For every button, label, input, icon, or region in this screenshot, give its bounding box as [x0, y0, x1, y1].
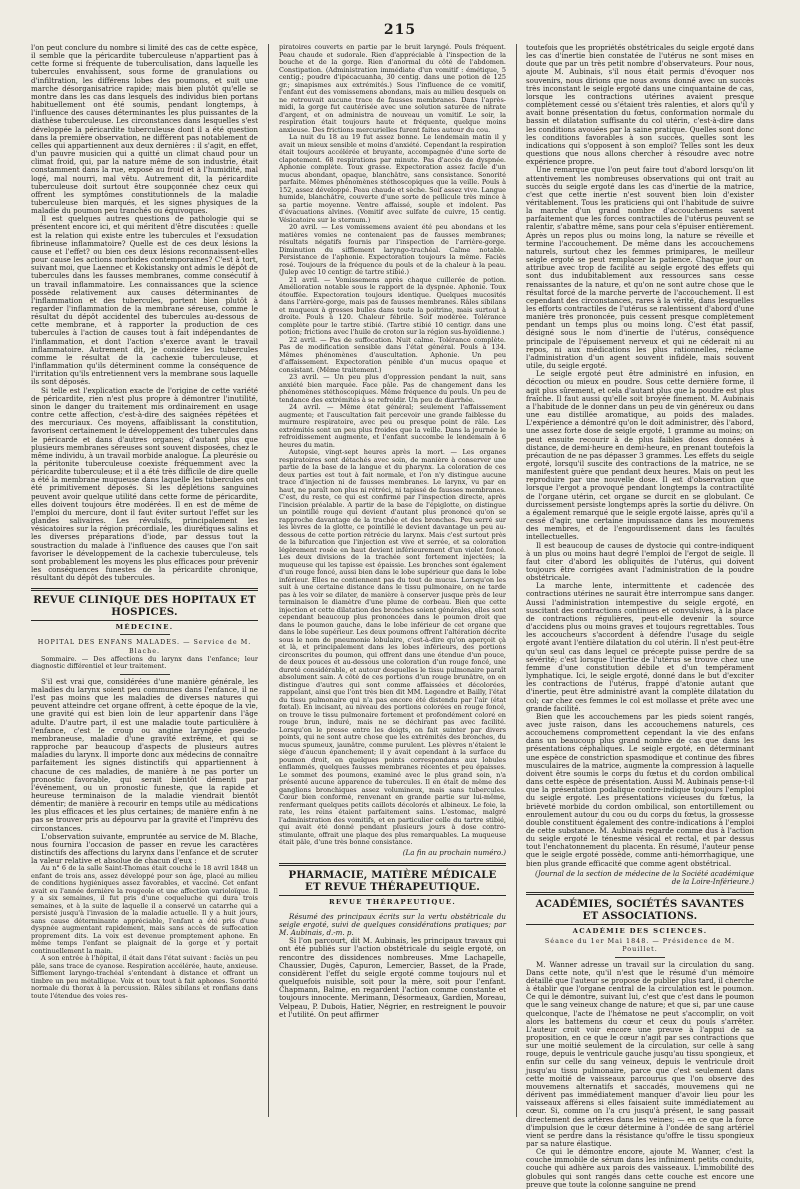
- article-heading: Résumé des principaux écrits sur la vertu obstétricale du seigle ergoté, suivi de quelques considérations pratiques; par M. Aubinais, d.-m. p.: [279, 911, 506, 938]
- continued-note: (La fin au prochain numéro.): [402, 847, 506, 857]
- paragraph: Le seigle ergoté peut être administré en infusion, en décoction ou mieux en poudre. Sous cette dernière forme, il agit plus sûrement, et cela d'autant plus que la poudre est plus fraîche. Il faut aussi qu'elle soit broyée finement. M. Aubinais a l'habitude de le donner dans un peu de vin généreux ou dans une eau distillée aromatique, au poids des malades. L'expérience a démontré qu'on le doit administrer, dès l'abord, une assez forte dose de seigle ergoté, 1 gramme au moins; on peut ensuite recourir à de plus faibles doses données à distance, de demi-heure en demi-heure, en prenant toutefois la précaution de ne pas dépasser 3 grammes. Les effets du seigle ergoté, lorsqu'il suscite des contractions de la matrice, ne se manifestent guère que pendant deux heures. Mais on peut les reproduire par une nouvelle dose. Il est d'observation que lorsque l'ergot a provoqué pendant longtemps la contractilité de l'organe utérin, cet organe se durcit en se globulant. Ce durcissement persiste longtemps après la sortie du délivre. On a également remarqué que le seigle ergoté laisse, après qu'il a cessé d'agir, une certaine impuissance dans les mouvemens des membres, et de l'engourdissement dans les facultés intellectuelles.: [526, 369, 754, 542]
- paragraph: Une remarque que l'on peut faire tout d'abord lorsqu'on lit attentivement les nombreuses observations qui ont trait au succès du seigle ergoté dans les cas d'inertie de la matrice, c'est que cette inertie n'est souvent bien loin d'exister véritablement. Tous les praticiens qui ont l'habitude de suivre la marche d'un grand nombre d'accouchemens savent parfaitement que les forces contractiles de l'utérus peuvent se ralentir, s'abattre même, sans pour cela s'épuiser entièrement. Après un repos plus ou moins long, la nature se réveille et termine l'accouchement. De même dans les accouchemens naturels, surtout chez les femmes primipares, le meilleur seigle ergoté se peut remplacer la patience. Chaque jour on attribue avec trop de facilité au seigle ergoté des effets qui sont dus indubitablement aux ressources sans cesse renaissantes de la nature, et qu'on ne sont autre chose que le résultat forcé de la marche perverte de l'accouchement. Il est cependant des circonstances, rares à la vérité, dans lesquelles les efforts contractiles de l'utérus se ralentissent d'abord d'une manière très prononcée, puis cessent presque complètement pendant un temps plus ou moins long. C'est état passif, désigné sous le nom d'inertie de l'utérus, conséquence principale de l'épuisement nerveux et qui ne céderait ni au repos, ni aux médications les plus rationnelles, réclame l'administration d'un agent souvent infidèle, mais souvent utile, du seigle ergoté.: [526, 165, 754, 371]
- paragraph: Il est beaucoup de causes de dystocie qui contre-indiquent à un plus ou moins haut degré l'emploi de l'ergot de seigle. Il faut citer d'abord les obliquités de l'utérus, qui doivent toujours être corrigées avant l'administration de la poudre obstétricale.: [526, 540, 754, 583]
- section-title-clinique: REVUE CLINIQUE DES HOPITAUX ET HOSPICES.: [31, 588, 258, 621]
- case-paragraph: Au n° 6 de la salle Saint-Thomas était couché le 18 avril 1848 un enfant de trois ans, assez développé pour son âge, placé au milieu de conditions hygiéniques assez favorables, et vacciné. Cet enfant avait eu l'année dernière la rougeole et une affection varioloïque. Il y a six semaines, il fut pris d'une coqueluche qui dura trois semaines, et à la suite de laquelle il a conservé un catarrhe qui a persisté jusqu'à l'invasion de la maladie actuelle. Il y a huit jours, sans cause déterminante appréciable, l'enfant a été pris d'une dyspnée augmentant rapidement, mais sans accès de suffocation proprement dits. La voix est devenue promptement aphone. En même temps l'enfant se plaignait de la gorge et y portait continuellement la main.: [31, 864, 258, 955]
- section-subtitle: ACADÉMIE DES SCIENCES.: [572, 927, 708, 936]
- case-paragraph: 22 avril. — Pas de suffocation. Nuit calme. Tolérance complète. Pas de modification sensible dans l'état général. Pouls à 134. Mêmes phénomènes d'auscultation. Aphonie. Un peu d'affaissement. Expectoration pénible d'un mucus opaque et consistant. (Même traitement.): [279, 335, 506, 374]
- column-right: [526, 43, 754, 1189]
- case-paragraph: 21 avril. — Vomissemens après chaque cuillerée de potion. Amélioration notable sous le rapport de la dyspnée. Aphonie. Toux étouffée. Expectoration toujours identique. Quelques mucosités dans l'arrière-gorge, mais pas de fausses membranes. Râles sibilans et muqueux à grosses bulles dans toute la poitrine, mais surtout à droite. Pouls à 120. Chaleur fébrile. Soif modérée. Tolérance complète pour le tartre stibié. (Tartre stibié 10 centigr. dans une potion; frictions avec l'huile de croton sur la région sus-hyoïdienne.): [279, 275, 506, 336]
- column-middle: [279, 44, 506, 1119]
- column-left: [31, 44, 258, 1119]
- paragraph: S'il est vrai que, considérées d'une manière générale, les maladies du larynx soient peu communes dans l'enfance, il ne l'est pas moins que les maladies de diverses natures qui peuvent atteindre cet organe offrent, à cette époque de la vie, une gravité qui est bien loin de leur appartenir dans l'âge adulte. D'autre part, il est une maladie toute particulière à l'enfance, c'est le croup ou angine laryngée pseudo-membraneuse, maladie d'une gravité extrême, et qui se rapproche par beaucoup d'aspects de plusieurs autres maladies du larynx. Il importe donc aux médecins de connaître parfaitement les signes distinctifs qui appartiennent à chacune de ces maladies, de manière à ne pas porter un pronostic favorable, qui serait bientôt démenti par l'événement, ou un pronostic funeste, que la rapide et heureuse terminaison de la maladie viendrait bientôt démentir; de manière à recourir en temps utile au médications les plus efficaces et les plus certaines; de manière enfin à ne pas se trouver pris au dépourvu par la gravité et l'imprévu des circonstances.: [31, 676, 258, 833]
- paragraph: M. Wanner adresse un travail sur la circulation du sang. Dans cette note, qu'il n'est que le résumé d'un mémoire détaillé que l'auteur se propose de publier plus tard, il cherche à établir que l'organe central de la circulation est le poumon. Ce qui le démontre, suivant lui, c'est que c'est dans le poumon que le sang veineux change de nature; et que si, par une cause quelconque, l'acte de l'hématose ne peut s'accomplir, on voit alors les battemens du cœur et ceux du pouls s'arrêter. L'auteur croit voir encore une preuve à l'appui de sa proposition, en ce que le cœur n'agit par ses contractions que sur une moitié seulement de la circulation, sur celle à sang rouge, depuis le ventricule gauche jusqu'au tissu spongieux, et enfin sur celle du sang veineux, depuis le ventricule droit jusqu'au tissu pulmonaire, parce que c'est seulement dans cette moitié de vaisseaux parcourus que l'on observe des mouvemens alternatifs et saccadés, mouvemens qui ne dérivent pas immédiatement manquer d'avoir lieu pour les vaisseaux afférens si elles faisaient suite immédiatement au cœur. Si, comme on l'a cru jusqu'à présent, le sang passait directement des artères dans les veines; — en ce que la force d'impulsion que le cœur détermine à l'ondée de sang artériel vient se perdre dans la résistance qu'offre le tissu spongieux par sa nature élastique.: [526, 959, 754, 1148]
- paragraph: L'observation suivante, empruntée au service de M. Blache, nous fournira l'occasion de passer en revue les caractères distinctifs des affections du larynx dans l'enfance et de scruter la valeur relative et absolue de chacun d'eux :: [31, 831, 258, 866]
- column-divider: [268, 44, 269, 1117]
- case-paragraph: 23 avril. — Un peu plus d'oppression pendant la nuit, sans anxiété bien marquée. Face pâle. Pas de changement dans les phénomènes stéthoscopiques. Même fréquence du pouls. Un peu de tendance des extrémités à se refroidir. Un peu de diarrhée.: [279, 373, 506, 404]
- section-subtitle: MÉDECINE.: [115, 623, 174, 632]
- source-citation: (Journal de la section de médecine de la Société académique de la Loire-Inférieure.): [535, 868, 754, 886]
- paragraph: l'on peut conclure du nombre si limité des cas de cette espèce, il semble que la péricardite tuberculeuse n'appartient pas à cette forme si fréquente de tuberculisation, dans laquelle les tubercules envahissent, sous forme de granulations ou d'infiltration, les différens lobes des poumons, et suit une marche désorganisatrice rapide; mais bien plutôt qu'elle se montre dans les cas dans lesquels des individus bien portans habituellement ont été soumis, pendant longtemps, à l'influence des causes déterminantes les plus puissantes de la diathèse tuberculeuse. Les circonstances dans lesquelles s'est développée la péricardite tuberculeuse dont il a été question dans la première observation, ne diffèrent pas notablement de celles qui appartiennent aux deux dernières : il s'agit, en effet, d'un pauvre musicien qui a quitté un climat chaud pour un climat froid, qui, par la nature même de son industrie, était constamment dans la rue, exposé au froid et à l'humidité, mal logé, mal nourri, mal vêtu. Autrement dit, la péricardite tuberculeuse doit surtout être soupçonnée chez ceux qui offrent les symptômes constitutionnels de la maladie tuberculeuse bien marqués, et les signes physiques de la maladie du poumon peu tranchés ou équivoques.: [31, 43, 258, 216]
- session-line: Séance du 1er Mai 1848. — Présidence de M. Pouillet.: [544, 937, 736, 954]
- divider: [120, 674, 170, 675]
- summary: Sommaire. — Des affections du larynx dans l'enfance; leur diagnostic différentiel et leur traitement.: [31, 654, 258, 671]
- case-paragraph: piratoires couverts en partie par le bruit laryngé. Pouls fréquent. Peau chaude et sudorale. Rien d'appréciable à l'inspection de la bouche et de la gorge. Rien d'anormal du côté de l'abdomen. Constipation. (Administration immédiate d'un vomitif : émétique, 5 centig.; poudre d'ipécacuanha, 30 centig. dans une potion de 125 gr.; sinapismes aux extrémités.) Sous l'influence de ce vomitif, l'enfant eut des vomissemens abondans, mais au milieu desquels on ne retrouvait aucune trace de fausses membranes. Dans l'après-midi, la gorge fut cautérisée avec une solution saturée de nitrate d'argent, et on administra de nouveau un vomitif. Le soir, la respiration était toujours haute et fréquente, quelque moins anxieuse. Des frictions mercurielles furent faites autour du cou.: [279, 43, 506, 134]
- paragraph: Ce qui le démontre encore, ajoute M. Wanner, c'est la couche immobile de sérum dans les infiniment petits conduits, couche qui adhère aux parois des vaisseaux. L'immobilité des globules qui sont rangés dans cette couche est encore une preuve que toute la colonne sanguine ne prend: [526, 1147, 754, 1189]
- section-title-academies: ACADÉMIES, SOCIÉTÉS SAVANTES ET ASSOCIATIONS.: [526, 892, 754, 925]
- column-divider: [516, 44, 517, 1117]
- paragraph: Bien que les accouchemens par les pieds soient rangés, avec juste raison, dans les accouchemens naturels, ces accouchemens compromettent cependant la vie des enfans dans un beaucoup plus grand nombre de cas que dans les présentations céphaliques. Le seigle ergoté, en déterminant une espèce de constriction spasmodique et continue des fibres musculaires de la matrice, augmente la compression à laquelle doivent être soumis le corps du fœtus et du cordon ombilical dans cette espèce de présentation. Aussi M. Aubinais pense-t-il que la présentation podalique contre-indique toujours l'emploi du seigle ergoté. Les présentations vicieuses du fœtus, la brièveté morbide du cordon ombilical, son entortillement ou enroulement autour du cou ou du corps du fœtus, la grossesse double constituent également des contre-indications à l'emploi de cette substance. M. Aubinais regarde comme dus à l'action du seigle ergoté le ténesme vésical et rectal, et par dessus tout l'enchatonnement du placenta. En résumé, l'auteur pense que le seigle ergoté possède, comme anti-hémorrhagique, une bien plus grande efficacité que comme agent obstétrical.: [526, 711, 754, 868]
- hospital-heading: HOPITAL DES ENFANS MALADES. — Service de M. Blache.: [37, 638, 252, 655]
- paragraph: Il est quelques autres questions de pathologie qui se présentent encore ici, et qui méritent d'être discutées : quelle est la relation qui existe entre les tubercules et l'exsudation fibrineuse inflammatoire? Quelle est de ces deux lésions la cause et l'effet? ou bien ces deux lésions reconnaissent-elles pour cause les actions morbides contemporaines? C'est à tort, suivant moi, que Laennec et Kokistansky ont admis le dépôt de tubercules dans les fausses membranes, comme consécutif à un travail inflammatoire. Les connaissances que la science possède relativement aux causes déterminantes de l'inflammation et des tubercules, portent bien plutôt à regarder l'inflammation de la membrane séreuse, comme le résultat du dépôt accidentel des tubercules au-dessous de cette membrane, et à rapporter la production de ces tubercules à l'action de causes tout à fait indépendantes de l'inflammation, et dont l'action s'exerce avant le travail inflammatoire. Autrement dit, je considère les tubercules comme le résultat de la cachexie tuberculeuse, et l'inflammation qu'ils déterminent comme la conséquence de l'irritation qu'ils entretiennent vers la membrane sous laquelle ils sont déposés.: [31, 214, 258, 387]
- paragraph: toutefois que les propriétés obstétricales du seigle ergoté dans les cas d'inertie bien constatée de l'utérus ne sont mises en doute que par un très petit nombre d'observateurs. Pour nous, ajoute M. Aubinais, s'il nous était permis d'évoquer nos souvenirs, nous dirions que nous avons donné avec un succès très inconstant le seigle ergoté dans une cinquantaine de cas, lorsque les contractions utérines avaient presque complètement cessé ou s'étaient très ralenties, et alors qu'il y avait bonne présentation du fœtus, conformation normale du bassin et dilatation suffisante du col utérin, c'est-à-dire dans les conditions avouées par la saine pratique. Quelles sont donc les conditions favorables à son succès, quelles sont les indications qui s'opposent à son emploi? Telles sont les deux questions que nous allons chercher à résoudre avec notre expérience propre.: [526, 43, 754, 167]
- page-number: 215: [383, 22, 417, 38]
- divider: [615, 957, 665, 958]
- case-paragraph: 20 avril. — Les vomissemens avaient été peu abondans et les matières vomies ne contenaient pas de fausses membranes; résultats négatifs fournis par l'inspection de l'arrière-gorge. Diminution du sifflement laryngo-trachéal. Calme notable. Persistance de l'aphonie. Expectoration toujours la même. Faciès rosé. Toujours de la fréquence du pouls et de la chaleur à la peau. (Julep avec 10 centigr. de tartre stibié.): [279, 223, 506, 276]
- section-title-pharmacie: PHARMACIE, MATIÈRE MÉDICALE ET REVUE THÉRAPEUTIQUE.: [279, 863, 506, 896]
- divider: [368, 909, 418, 910]
- autopsy-paragraph: Autopsie, vingt-sept heures après la mort. — Les organes respiratoires sont détachés avec soin, de manière à conserver une partie de la base de la langue et du pharynx. La coloration de ces deux parties est tout à fait normale, et l'on n'y distingue aucune trace d'injection ni de fausses membranes. Le larynx, vu par en haut, ne paraît non plus ni rétréci, ni tapissé de fausses membranes. C'est, du reste, ce qui est confirmé par l'inspection directe, après l'incision préalable. A partir de la base de l'épiglotte, on distingue un pointillé rouge qui devient d'autant plus prononcé qu'on se rapproche davantage de la trachée et des bronches. Peu serré sur les lèvres de la glotte, ce pointillé le devient davantage un peu au-dessous de cette portion rétrécie du larynx. Mais c'est surtout près de la bifurcation que l'injection est vive et serrée, et sa coloration légèrement rosée en haut devient inférieurement d'un violet foncé. Les deux divisions de la trachée sont fortement injectées; la muqueuse qui les tapisse est épaissie. Les bronches sont également d'un rouge foncé, aussi bien dans le lobe supérieur que dans le lobe inférieur. Elles ne contiennent pas du tout de mucus. Lorsqu'on les suit à une certaine distance dans le tissu pulmonaire, on ne tarde pas à les voir se dilater, de manière à conserver jusque près de leur terminaison le diamètre d'une plume de corbeau. Bien que cette injection et cette dilatation des bronches soient générales, elles sont cependant beaucoup plus prononcées dans le poumon droit que dans le poumon gauche, dans le lobe inférieur de cet organe que dans le lobe supérieur. Les deux poumons offrent l'altération décrite sous le nom de pneumonie lobulaire, c'est-à-dire qu'on aperçoit çà et là, et principalement dans les lobes inférieurs, des portions circonscrites du poumon, qui offrent dans une étendue d'un pouce, de deux pouces et au-dessous une coloration d'un rouge foncé, une dureté considérable, et autour desquelles le tissu pulmonaire paraît absolument sain. A côté de ces portions d'un rouge brunâtre, on en distingue d'autres qui sont comme affaissées et décolorées, rappelant, ainsi que l'ont très bien dit MM. Legendre et Bailly, l'état du tissu pulmonaire qui n'a pas encore été distendu par l'air (état fœtal). En incisant, au niveau des portions colorées en rouge foncé, on trouve le tissu pulmonaire fortement et profondément coloré en rouge brun, induré, mais ne se déchirant pas avec facilité. Lorsqu'on le presse entre les doigts, on fait suinter par divers points, qui ne sont autre chose que les extrémités des bronches, du mucus spumeux, jaunâtre, comme purulent. Les plèvres n'étaient le siège d'aucun épanchement; il y avait cependant à la surface du poumon droit, en quelques points correspondans aux lobules enflammés, quelques fausses membranes récentes et peu épaisses. Le sommet des poumons, examiné avec le plus grand soin, n'a présenté aucune apparence de tubercules. Il en était de même des ganglions bronchiques assez volumineux, mais sans tubercules. Cœur bien conformé, renvenant en grande partie sur lui-même, renfermant quelques petits caillots décolorés et albineux. Le foie, la rate, les reins étaient parfaitement sains. L'estomac, malgré l'administration des vomitifs, et en particulier celle du tartre stibié, qui avait été donné pendant plusieurs jours à dose contro-stimulante, offrait une plaque des plus remarquables. La muqueuse était pâle, d'une très bonne consistance.: [279, 448, 506, 846]
- section-subtitle: REVUE THÉRAPEUTIQUE.: [328, 897, 456, 906]
- paragraph: Si l'on parcourt, dit M. Aubinais, les principaux travaux qui ont été publiés sur l'action obstétricale du seigle ergoté, on rencontre des dissidences nombreuses. Mme Lachapelle, Chaussier, Dugès, Capuron, Lemercier, Basset, de la Prade, considèrent l'effet du seigle ergoté comme toujours nul et quelquefois nuisible, soit pour la mère, soit pour l'enfant. Chapmann, Balme, en regardent l'action comme constante et toujours innocente. Merimann, Désormeaux, Gardien, Moreau, Velpeau, P. Dubois, Hatier, Négrier, en restreignent le pouvoir et l'utilité. On peut affirmer: [279, 936, 506, 1019]
- case-paragraph: A son entrée à l'hôpital, il était dans l'état suivant : faciès un peu pâle, sans trace de cyanose. Respiration accélérée, haute, anxieuse. Sifflement laryngo-trachéal s'entendant à distance et offrant un timbre un peu métallique. Voix et toux tout à fait aphones. Sonorité normale du thorax à la percussion. Râles sibilans et ronflans dans toute l'étendue des voies res-: [31, 954, 258, 1000]
- paragraph: Si telle est l'explication exacte de l'origine de cette variété de péricardite, rien n'est plus propre à démontrer l'inutilité, sinon le danger du traitement mis ordinairement en usage contre cette affection, c'est-à-dire des saignées répétées et des mercuriaux. Ces moyens, affaiblissant la constitution, favorisent certainement le développement des tubercules dans le péricarde et dans d'autres organes; d'autant plus que plusieurs membranes séreuses sont souvent disposées, chez le même individu, à un travail morbide analogue. La pleurésie ou la péritonite tuberculeuse coexiste fréquemment avec la péricardite tuberculeuse; et il a été très difficile de dire quelle a été la membrane muqueuse dans laquelle les tubercules ont été primitivement déposés. Si les déplétions sanguines peuvent avoir quelque utilité dans cette forme de péricardite, elles doivent toujours être modérées. Il en est de même de l'emploi du mercure, dont il faut éviter surtout l'effet sur les glandes salivaires. Les révulsifs, principalement les vésicatoires sur la région précordiale, les diurétiques salins et les diverses préparations d'iode, par dessus tout la soustraction du malade à l'influence des causes que l'on sait favoriser le développement de la cachexie tuberculeuse, tels sont probablement les moyens les plus efficaces pour prévenir les conséquences funestes de la péricardite chronique, résultant du dépôt des tubercules.: [31, 385, 258, 583]
- paragraph: La marche lente, intermittente et cadencée des contractions utérines ne saurait être interrompue sans danger. Aussi l'administration intempestive du seigle ergoté, en suscitant des contractions continues et convulsives, à la place de contractions régulières, peut-elle devenir la source d'accidens plus ou moins graves et toujours regrettables. Tous les accoucheurs s'accordent à défendre l'usage du seigle ergoté avant l'entière dilatation du col utérin. Il n'est peut-être qu'un seul cas dans lequel ce précepte puisse perdre de sa sévérité; c'est lorsque l'inertie de l'utérus se trouve chez une femme d'une constitution débile et d'un tempérament lymphatique. Ici, le seigle ergoté, donné dans le but d'exciter les contractions de l'utérus, frappé d'atonie autant que d'inertie, peut être administré avant la complète dilatation du col; car chez ces femmes le col est mollasse et prête avec une grande facilité.: [526, 581, 754, 713]
- case-paragraph: La nuit du 18 au 19 fut assez bonne. Le lendemain matin il y avait un mieux sensible et moins d'anxiété. Cependant la respiration était toujours accélérée et bruyante, accompagnée d'une sorte de clapotement. 68 respirations par minute. Pas d'accès de dyspnée. Aphonie complète. Toux grasse. Expectoration assez facile d'un mucus abondant, opaque, blanchâtre, sans consistance. Sonorité parfaite. Mêmes phénomènes stéthoscopiques que la veille. Pouls à 152, assez développé. Peau chaude et sèche. Soif assez vive. Langue humide, blanchâtre, couverte d'une sorte de pellicule très mince à sa partie moyenne. Ventre affaissé, souple et indolent. Pas d'évacuations alvines. (Vomitif avec sulfate de cuivre, 15 centig. Vésicatoire sur le sternum.): [279, 133, 506, 224]
- divider: [120, 634, 170, 635]
- case-paragraph: 24 avril. — Même état général; seulement l'affaissement augmente; et l'auscultation fait percevoir une grande faiblesse du murmure respiratoire, avec peu ou presque point de râle. Les extrémités sont un peu plus froides que la veille. Dans la journée le refroidissement augmente, et l'enfant succombe le lendemain à 6 heures du matin.: [279, 403, 506, 449]
